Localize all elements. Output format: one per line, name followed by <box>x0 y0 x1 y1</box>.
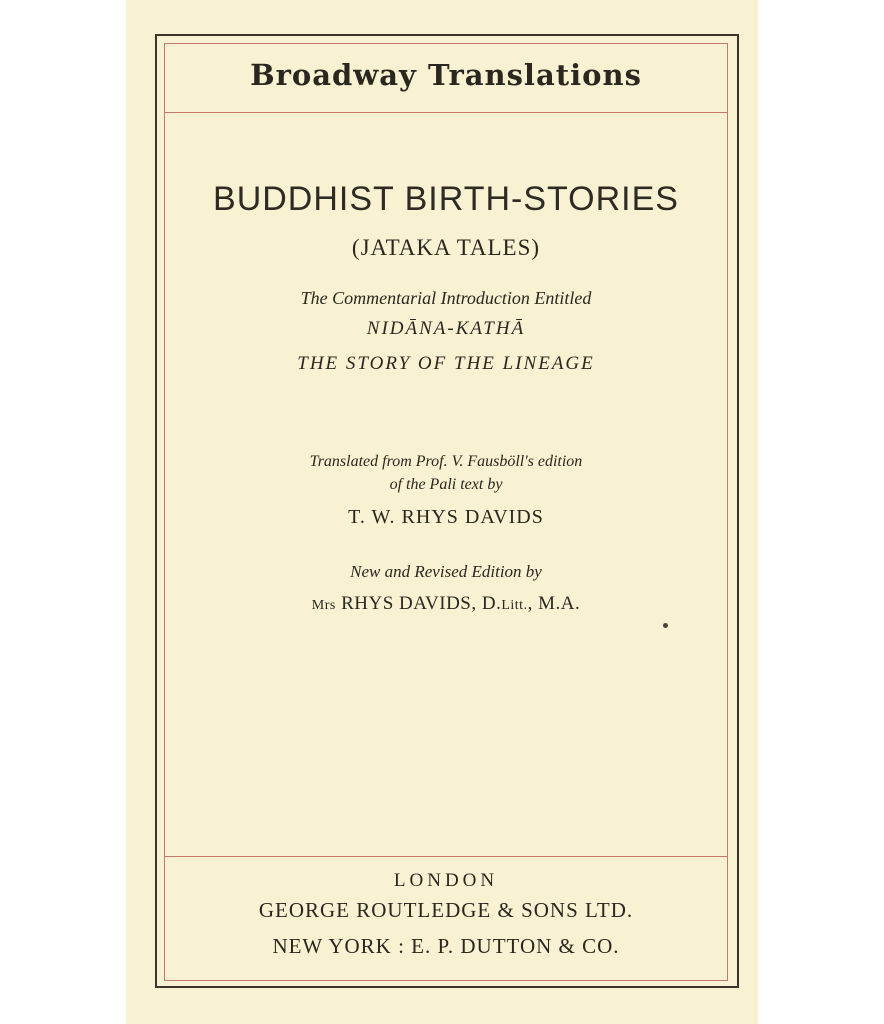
translator-name: T. W. RHYS DAVIDS <box>348 506 544 528</box>
book-title: BUDDHIST BIRTH-STORIES <box>213 180 679 218</box>
edition-label: New and Revised Edition by <box>350 562 542 581</box>
editor-surname: RHYS DAVIDS, D. <box>341 593 502 614</box>
editor-prefix: Mrs <box>311 598 336 613</box>
translation-note-line2: of the Pali text by <box>389 476 503 493</box>
series-divider <box>164 112 728 113</box>
ink-speck <box>663 623 668 628</box>
series-title: Broadway Translations <box>250 58 642 92</box>
imprint-city: LONDON <box>393 870 499 891</box>
imprint-second-publisher: NEW YORK : E. P. DUTTON & CO. <box>272 934 620 958</box>
editor-name <box>164 593 728 615</box>
translation-note-line1: Translated from Prof. V. Fausböll's edition <box>309 453 583 470</box>
book-subtitle: (JATAKA TALES) <box>351 235 541 260</box>
imprint-divider <box>164 856 728 857</box>
editor-degree: Litt. <box>501 598 528 613</box>
lineage-title: THE STORY OF THE LINEAGE <box>297 353 595 374</box>
intro-line: The Commentarial Introduction Entitled <box>300 288 592 308</box>
imprint-publisher: GEORGE ROUTLEDGE & SONS LTD. <box>258 898 634 922</box>
editor-suffix: , M.A. <box>527 593 581 614</box>
nidana-katha-title: NIDĀNA-KATHĀ <box>366 318 526 339</box>
